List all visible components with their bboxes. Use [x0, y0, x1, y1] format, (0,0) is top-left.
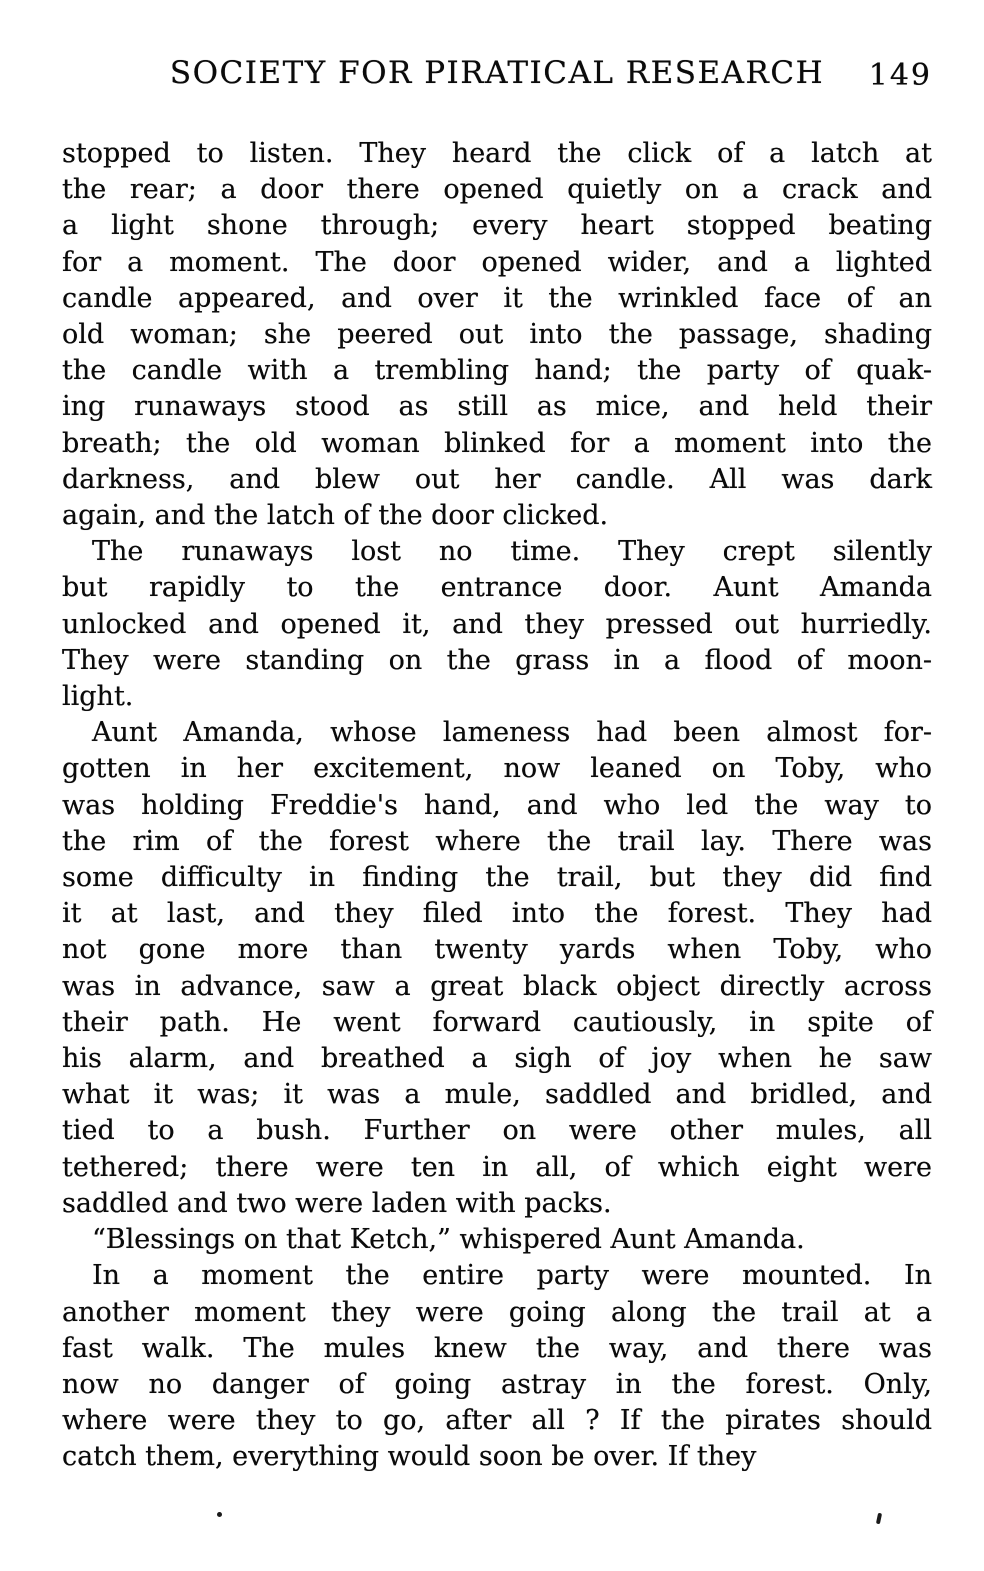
- paragraph: [62, 1222, 932, 1258]
- text-line: fast walk. The mules knew the way, and there was: [62, 1332, 932, 1364]
- page-header: [62, 52, 932, 94]
- text-line: breath; the old woman blinked for a moment into the: [62, 427, 932, 459]
- text-line: stopped to listen. They heard the click of a latch at: [62, 138, 932, 169]
- text-line: again, and the latch of the door clicked.: [62, 500, 609, 532]
- text-line: tethered; there were ten in all, of which eight were: [62, 1151, 932, 1183]
- scan-speck-right: [876, 1513, 882, 1525]
- text-block: [62, 136, 932, 1476]
- text-line: candle appeared, and over it the wrinkled face of an: [62, 282, 932, 314]
- paragraph: [62, 136, 932, 534]
- text-line: now no danger of going astray in the forest. Only,: [62, 1368, 932, 1400]
- text-line: They were standing on the grass in a flood of moon-: [62, 644, 932, 676]
- text-line: unlocked and opened it, and they pressed out hurriedly.: [62, 608, 932, 640]
- text-line: “Blessings on that Ketch,” whispered Aunt Amanda.: [92, 1224, 805, 1256]
- text-line: the rear; a door there opened quietly on a crack and: [62, 174, 932, 206]
- scan-speck-left: [217, 1512, 222, 1517]
- text-line: not gone more than twenty yards when Toby, who: [62, 934, 932, 966]
- text-line: darkness, and blew out her candle. All was dark: [62, 463, 932, 495]
- text-line: another moment they were going along the trail at a: [62, 1296, 932, 1328]
- text-line: his alarm, and breathed a sigh of joy when he saw: [62, 1043, 932, 1075]
- text-line: light.: [62, 681, 134, 713]
- text-line: tied to a bush. Further on were other mules, all: [62, 1115, 932, 1147]
- text-line: In a moment the entire party were mounted. In: [92, 1260, 932, 1292]
- text-line: The runaways lost no time. They crept silently: [92, 536, 932, 568]
- text-line: it at last, and they filed into the forest. They had: [62, 898, 932, 930]
- text-line: was in advance, saw a great black object directly across: [62, 970, 932, 1002]
- text-line: Aunt Amanda, whose lameness had been almost for-: [92, 717, 932, 749]
- text-line: the candle with a trembling hand; the party of quak-: [62, 355, 932, 387]
- text-line: for a moment. The door opened wider, and a lighted: [62, 246, 932, 278]
- paragraph: [62, 534, 932, 715]
- paragraph: [62, 1258, 932, 1475]
- text-line: what it was; it was a mule, saddled and bridled, and: [62, 1079, 932, 1111]
- text-line: where were they to go, after all ? If the pirates should: [62, 1405, 932, 1437]
- text-line: old woman; she peered out into the passage, shading: [62, 319, 932, 351]
- text-line: catch them, everything would soon be over. If they: [62, 1441, 757, 1473]
- text-line: their path. He went forward cautiously, in spite of: [62, 1006, 932, 1038]
- text-line: was holding Freddie's hand, and who led the way to: [62, 789, 932, 821]
- text-line: the rim of the forest where the trail lay. There was: [62, 825, 932, 857]
- running-head-title: SOCIETY FOR PIRATICAL RESEARCH: [169, 55, 825, 91]
- text-line: gotten in her excitement, now leaned on Toby, who: [62, 753, 932, 785]
- paragraph: [62, 715, 932, 1222]
- text-line: but rapidly to the entrance door. Aunt Amanda: [62, 572, 932, 604]
- text-line: saddled and two were laden with packs.: [62, 1187, 612, 1219]
- text-line: ing runaways stood as still as mice, and held their: [62, 391, 932, 423]
- page-number: 149: [868, 58, 932, 93]
- text-line: a light shone through; every heart stopped beating: [62, 210, 932, 242]
- text-line: some difficulty in finding the trail, but they did find: [62, 862, 932, 894]
